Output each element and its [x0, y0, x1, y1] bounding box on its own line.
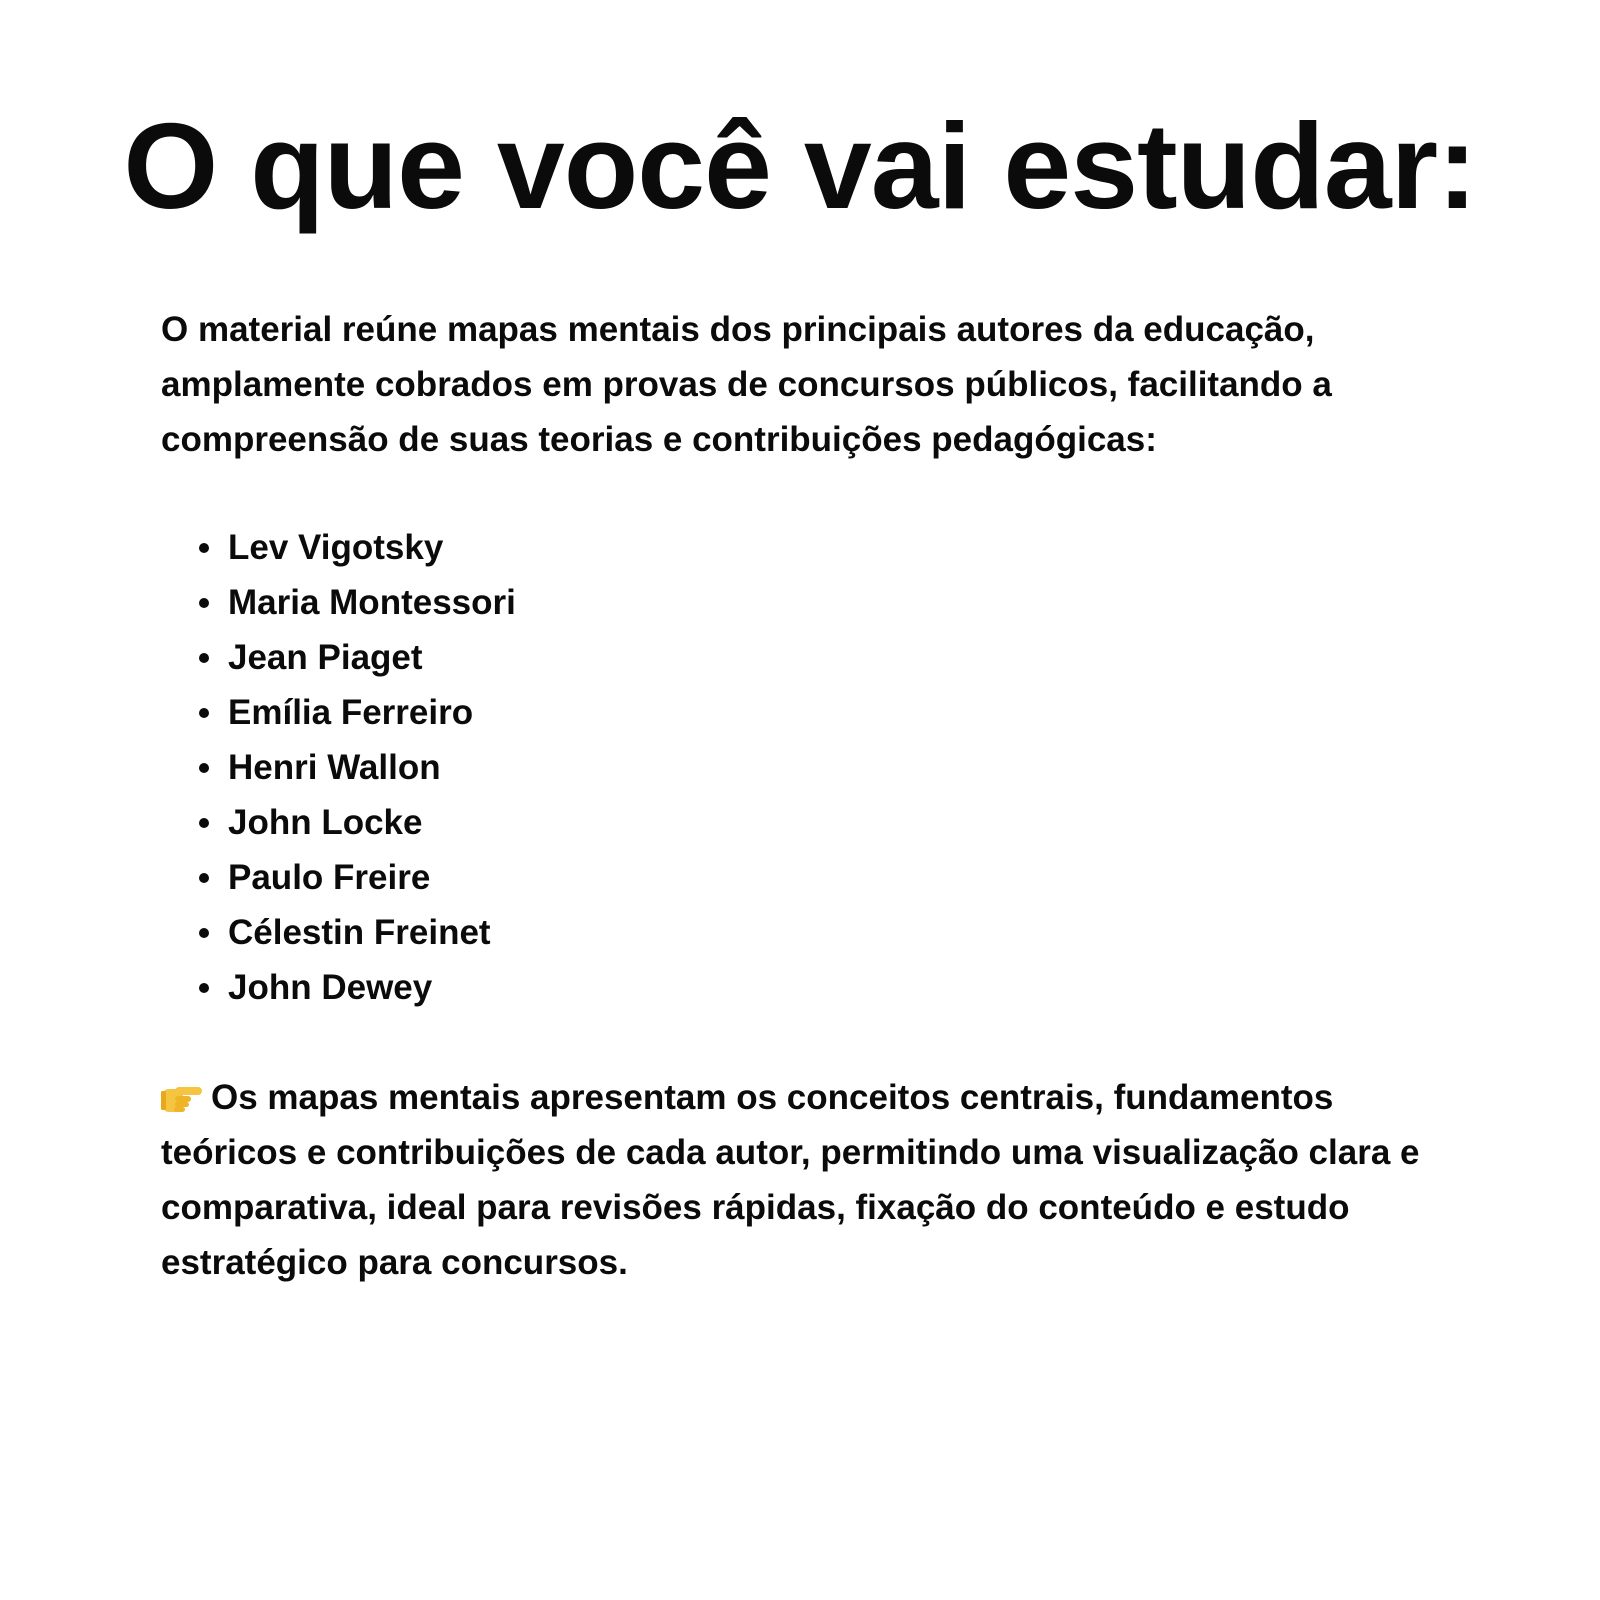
- bullet-icon: [199, 598, 209, 608]
- pointing-hand-right-icon: [161, 1074, 203, 1104]
- bullet-icon: [199, 818, 209, 828]
- list-item: [161, 795, 516, 850]
- bullet-icon: [199, 763, 209, 773]
- author-name: Jean Piaget: [228, 638, 423, 677]
- intro-paragraph: O material reúne mapas mentais dos principais autores da educação, amplamente cobrados em provas de concursos públicos, facilitando a compreensão de suas teorias e contribuições pedagógicas:: [161, 310, 1332, 459]
- list-item: [161, 685, 516, 740]
- bullet-icon: [199, 983, 209, 993]
- list-item: [161, 520, 516, 575]
- author-name: John Dewey: [228, 968, 433, 1007]
- closing-text: Os mapas mentais apresentam os conceitos centrais, fundamentos teóricos e contribuições de cada autor, permitindo uma visualização clara e comparativa, ideal para revisões rápidas, fixação do conteúdo e estudo estratégico para concursos.: [161, 1078, 1420, 1282]
- author-name: Célestin Freinet: [228, 913, 491, 952]
- author-name: Lev Vigotsky: [228, 528, 444, 567]
- author-name: Emília Ferreiro: [228, 693, 474, 732]
- authors-list: [161, 520, 516, 1015]
- author-name: Maria Montessori: [228, 583, 516, 622]
- bullet-icon: [199, 653, 209, 663]
- bullet-icon: [199, 928, 209, 938]
- list-item: [161, 575, 516, 630]
- closing-paragraph: [161, 1070, 1461, 1290]
- author-name: Paulo Freire: [228, 858, 431, 897]
- list-item: [161, 905, 516, 960]
- page-title: O que você vai estudar:: [123, 98, 1477, 234]
- bullet-icon: [199, 708, 209, 718]
- bullet-icon: [199, 543, 209, 553]
- author-name: John Locke: [228, 803, 423, 842]
- list-item: [161, 630, 516, 685]
- bullet-icon: [199, 873, 209, 883]
- list-item: [161, 850, 516, 905]
- list-item: [161, 960, 516, 1015]
- list-item: [161, 740, 516, 795]
- author-name: Henri Wallon: [228, 748, 441, 787]
